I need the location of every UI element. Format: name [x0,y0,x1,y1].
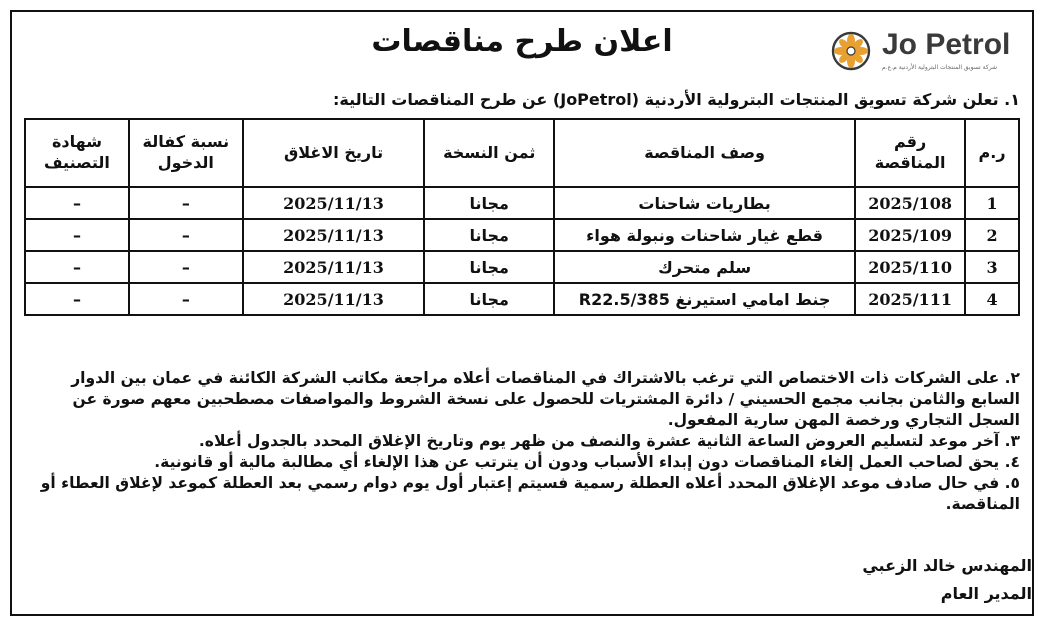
note-item: ٥. في حال صادف موعد الإغلاق المحدد أعلاه العطلة رسمية فسيتم إعتبار أول يوم دوام رسمي بعد العطلة كموعد لإغلاق العطاء أو المناقصة. [40,474,1020,513]
row-classification: – [25,251,129,283]
row-number: 2025/111 [855,283,965,315]
row-bond: – [129,219,243,251]
row-closing-date: 2025/11/13 [243,187,425,219]
jopetrol-flower-icon [830,30,872,72]
header-classification: شهادة التصنيف [25,119,129,187]
row-closing-date: 2025/11/13 [243,219,425,251]
row-index: 3 [965,251,1019,283]
row-description: بطاريات شاحنات [554,187,855,219]
intro-paragraph: ١. تعلن شركة تسويق المنتجات البترولية الأردنية (JoPetrol) عن طرح المناقصات التالية: [333,90,1020,109]
row-index: 1 [965,187,1019,219]
row-bond: – [129,251,243,283]
signatory-role: المدير العام [940,584,1032,603]
table-header-row [25,119,1019,187]
row-price: مجانا [424,251,554,283]
row-description: جنط امامي استيرنغ 385/R22.5 [554,283,855,315]
table-row [25,187,1019,219]
note-item: ٣. آخر موعد لتسليم العروض الساعة الثانية عشرة والنصف من ظهر يوم وتاريخ الإغلاق المحدد بالجدول أعلاه. [198,432,1020,450]
row-closing-date: 2025/11/13 [243,283,425,315]
header-number: رقم المناقصة [855,119,965,187]
announcement-frame [10,10,1034,616]
row-index: 2 [965,219,1019,251]
row-description: قطع غيار شاحنات ونبولة هواء [554,219,855,251]
row-number: 2025/109 [855,219,965,251]
table-row [25,251,1019,283]
company-logo [830,28,1026,76]
header-closing-date: تاريخ الاغلاق [243,119,425,187]
header-price: ثمن النسخة [424,119,554,187]
tenders-table [24,118,1020,316]
row-closing-date: 2025/11/13 [243,251,425,283]
row-price: مجانا [424,187,554,219]
signatory-name: المهندس خالد الزعبي [862,556,1032,575]
row-bond: – [129,187,243,219]
header-bond: نسبة كفالة الدخول [129,119,243,187]
row-number: 2025/108 [855,187,965,219]
row-classification: – [25,187,129,219]
header-index: ر.م [965,119,1019,187]
row-number: 2025/110 [855,251,965,283]
row-classification: – [25,283,129,315]
row-description: سلم متحرك [554,251,855,283]
notes-section [26,368,1020,515]
header [12,18,1032,74]
header-description: وصف المناقصة [554,119,855,187]
row-price: مجانا [424,219,554,251]
row-index: 4 [965,283,1019,315]
page-title: اعلان طرح مناقصات [371,24,673,59]
row-price: مجانا [424,283,554,315]
table-row [25,219,1019,251]
signature-block [30,552,1032,608]
logo-text: Jo Petrol [882,28,1011,61]
note-item: ٢. على الشركات ذات الاختصاص التي ترغب بالاشتراك في المناقصات أعلاه مراجعة مكاتب الشركة الكائنة في عمان بين الدوار السابع والثامن بجانب مجمع الحسيني / دائرة المشتريات للحصول على نسخة الشروط والمواصفات مصطحبين معهم صورة عن السجل التجاري ورخصة المهن سارية المفعول. [71,369,1020,429]
logo-subtitle: شركة تسويق المنتجات البترولية الأردنية م.ع.م [882,64,998,71]
table-row [25,283,1019,315]
note-item: ٤. يحق لصاحب العمل إلغاء المناقصات دون إبداء الأسباب ودون أن يترتب عن هذا الإلغاء أي مطالبة مالية أو قانونية. [154,453,1020,471]
row-bond: – [129,283,243,315]
row-classification: – [25,219,129,251]
